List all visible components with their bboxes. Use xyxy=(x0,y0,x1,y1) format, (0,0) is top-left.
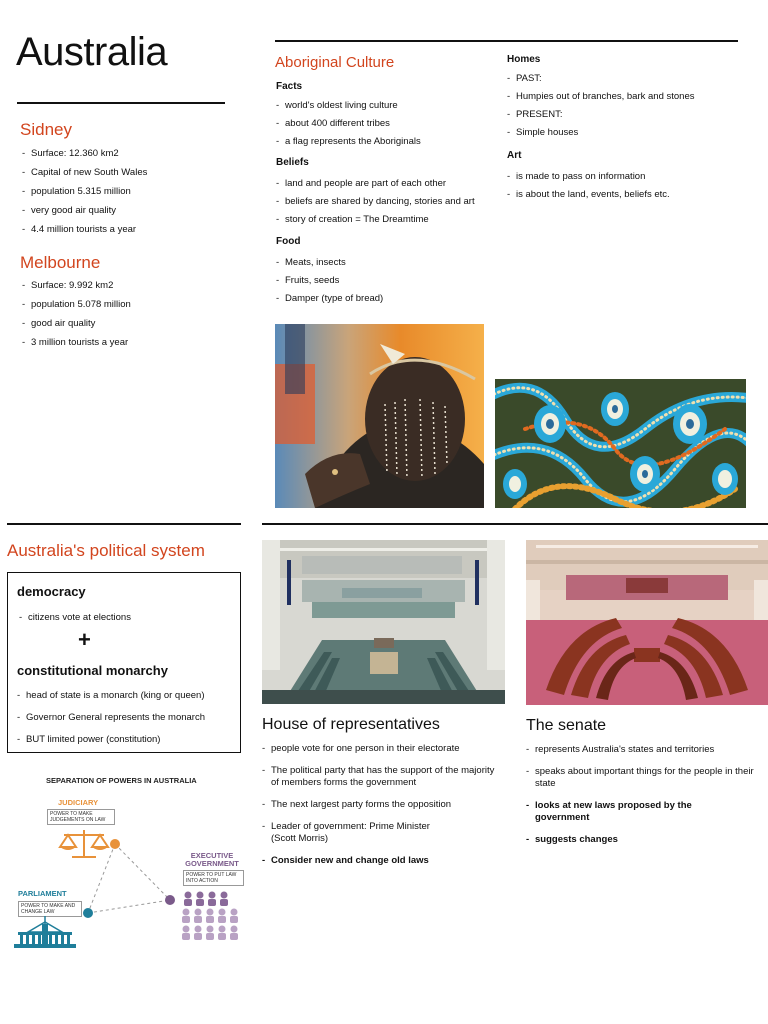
political-divider xyxy=(7,523,241,525)
list-item: - 3 million tourists a year xyxy=(20,337,240,349)
diagram-title: SEPARATION OF POWERS IN AUSTRALIA xyxy=(46,776,197,785)
list-item: - beliefs are shared by dancing, stories and art xyxy=(274,196,504,208)
list-item: - 4.4 million tourists a year xyxy=(20,224,240,236)
senate-photo xyxy=(526,540,768,705)
list-item: - looks at new laws proposed by the government xyxy=(524,800,720,824)
aboriginal-dot-painting xyxy=(495,379,746,508)
list-item: - population 5.315 million xyxy=(20,186,240,198)
house-heading: House of representatives xyxy=(262,716,440,733)
list-item: - about 400 different tribes xyxy=(274,118,499,130)
list-item: - PRESENT: xyxy=(505,109,745,121)
senate-heading: The senate xyxy=(526,717,607,734)
beliefs-list xyxy=(274,178,504,226)
list-item: - Humpies out of branches, bark and stones xyxy=(505,91,745,103)
list-item: - Damper (type of bread) xyxy=(274,293,499,305)
homes-heading: Homes xyxy=(507,54,541,65)
list-item: - Leader of government: Prime Minister (Scott Morris) xyxy=(260,821,446,845)
list-item: - citizens vote at elections xyxy=(17,612,232,624)
monarchy-list xyxy=(15,690,237,746)
list-item: - Surface: 12.360 km2 xyxy=(20,148,240,160)
list-item: - Fruits, seeds xyxy=(274,275,499,287)
parliament-desc: POWER TO MAKE AND CHANGE LAW xyxy=(18,901,82,917)
judiciary-label: JUDICIARY xyxy=(58,798,99,807)
list-item: - speaks about important things for the people in their state xyxy=(524,766,764,790)
list-item: - is made to pass on information xyxy=(505,171,745,183)
parliament-building-icon xyxy=(14,916,76,950)
list-item: - people vote for one person in their electorate xyxy=(260,743,500,755)
list-item: - suggests changes xyxy=(524,834,764,846)
list-item: - BUT limited power (constitution) xyxy=(15,734,237,746)
people-icon xyxy=(180,890,242,942)
list-item: - Surface: 9.992 km2 xyxy=(20,280,240,292)
list-item: - good air quality xyxy=(20,318,240,330)
list-item: - very good air quality xyxy=(20,205,240,217)
aboriginal-portrait-photo xyxy=(275,324,484,508)
list-item: - Governor General represents the monarch xyxy=(15,712,237,724)
homes-list xyxy=(505,73,745,139)
senate-list xyxy=(524,744,764,846)
house-of-representatives-photo xyxy=(262,540,505,704)
list-item: - world's oldest living culture xyxy=(274,100,499,112)
list-item: - Meats, insects xyxy=(274,257,499,269)
list-item: - Capital of new South Wales xyxy=(20,167,240,179)
food-heading: Food xyxy=(276,236,301,247)
list-item: - Consider new and change old laws xyxy=(260,855,500,867)
list-item: - Simple houses xyxy=(505,127,745,139)
food-list xyxy=(274,257,499,305)
plus-sign: + xyxy=(78,627,91,652)
list-item: - represents Australia's states and territories xyxy=(524,744,764,756)
parliament-divider xyxy=(262,523,768,525)
aboriginal-heading: Aboriginal Culture xyxy=(275,54,395,71)
sidney-list xyxy=(20,148,240,236)
list-item: - land and people are part of each other xyxy=(274,178,504,190)
facts-heading: Facts xyxy=(276,81,303,92)
art-list xyxy=(505,171,745,201)
judiciary-desc: POWER TO MAKE JUDGEMENTS ON LAW xyxy=(47,809,115,825)
art-heading: Art xyxy=(507,150,522,161)
melbourne-list xyxy=(20,280,240,349)
list-item: - is about the land, events, beliefs etc. xyxy=(505,189,745,201)
list-item: - The political party that has the support of the majority of members forms the government xyxy=(260,765,500,789)
title-divider xyxy=(17,102,225,104)
aboriginal-divider xyxy=(275,40,738,42)
list-item: - head of state is a monarch (king or queen) xyxy=(15,690,237,702)
page-title: Australia xyxy=(16,30,168,74)
executive-label: EXECUTIVE GOVERNMENT xyxy=(185,851,239,868)
house-list xyxy=(260,743,500,867)
sidney-heading: Sidney xyxy=(20,120,72,139)
list-item: - story of creation = The Dreamtime xyxy=(274,214,504,226)
democracy-heading: democracy xyxy=(17,584,86,599)
monarchy-heading: constitutional monarchy xyxy=(17,663,168,678)
list-item: - population 5.078 million xyxy=(20,299,240,311)
list-item: - a flag represents the Aboriginals xyxy=(274,136,499,148)
list-item: - PAST: xyxy=(505,73,745,85)
scales-icon xyxy=(58,827,110,861)
separation-diagram xyxy=(10,772,245,952)
political-heading: Australia's political system xyxy=(7,541,205,560)
list-item: - The next largest party forms the opposition xyxy=(260,799,500,811)
melbourne-heading: Melbourne xyxy=(20,253,101,272)
democracy-list xyxy=(17,612,232,624)
parliament-label: PARLIAMENT xyxy=(18,889,67,898)
facts-list xyxy=(274,100,499,148)
executive-desc: POWER TO PUT LAW INTO ACTION xyxy=(183,870,244,886)
beliefs-heading: Beliefs xyxy=(276,157,309,168)
